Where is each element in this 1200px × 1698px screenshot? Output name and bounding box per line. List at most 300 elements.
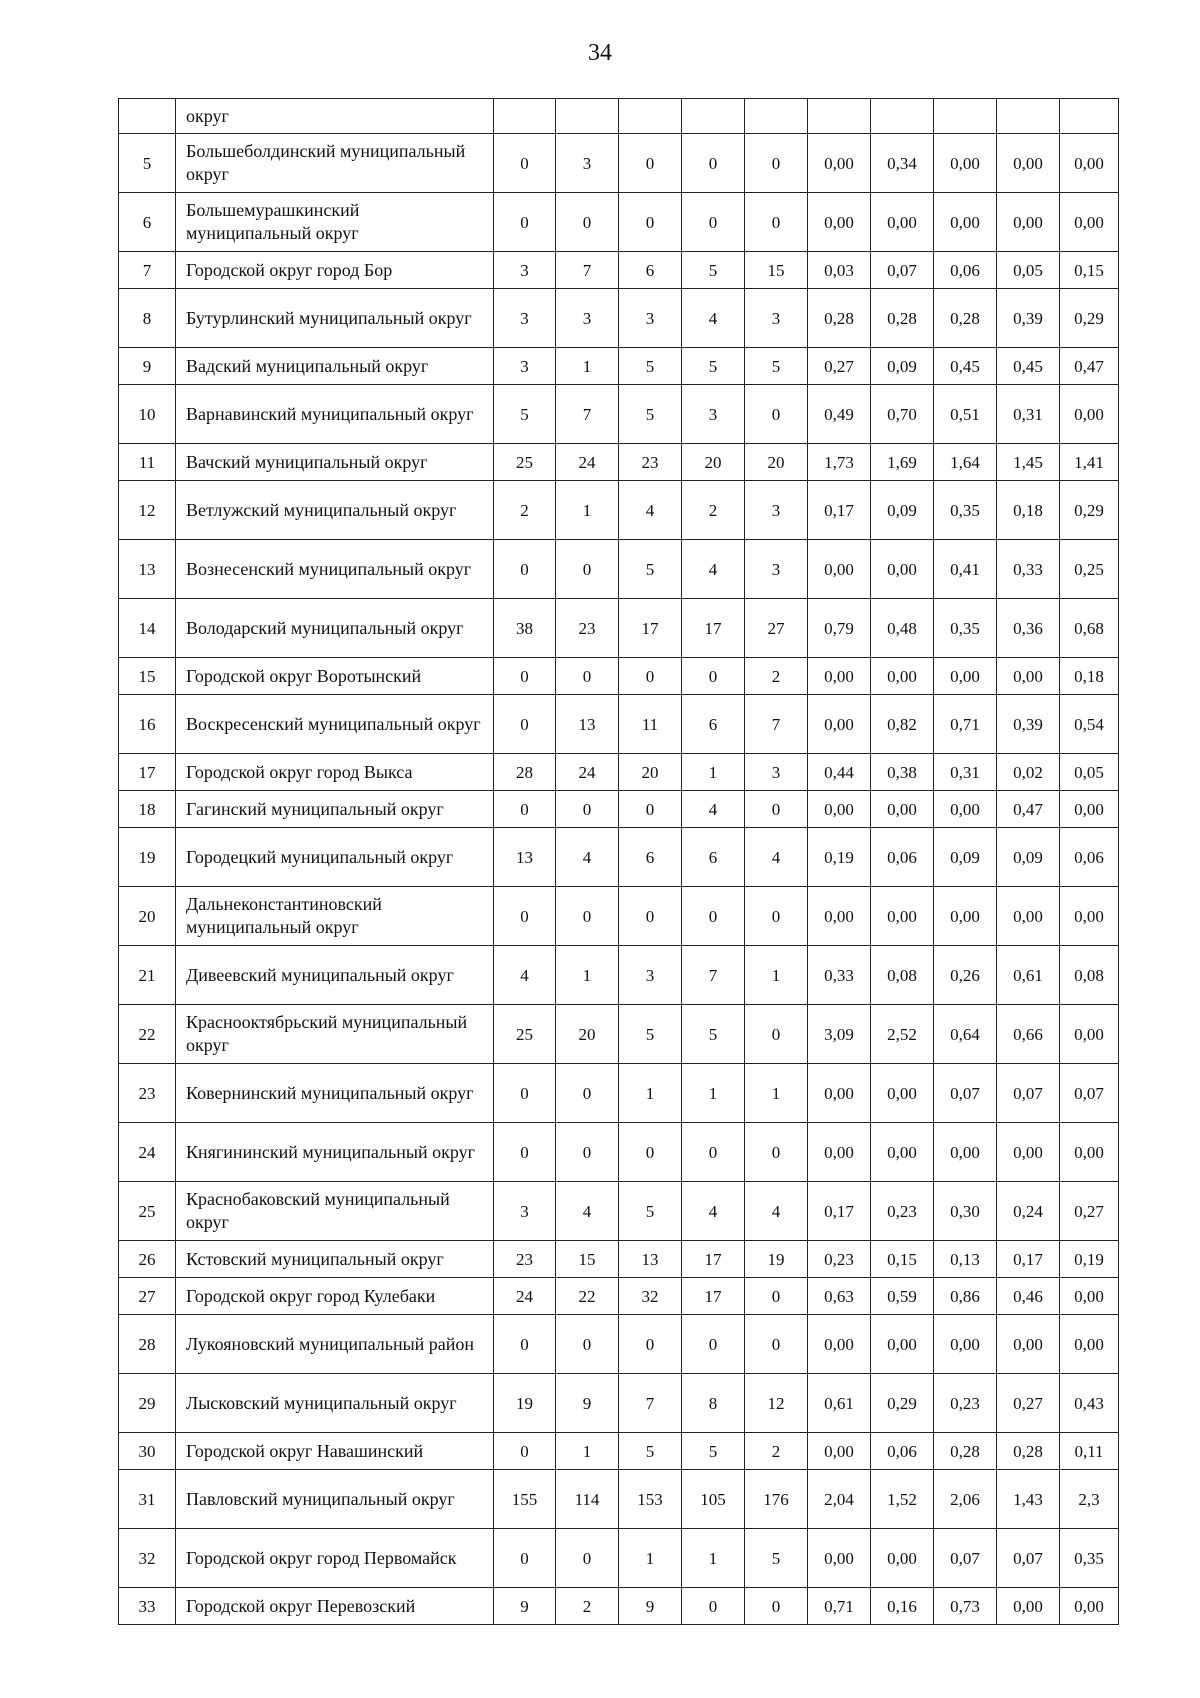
value-cell: 0,61 [997, 946, 1060, 1005]
value-cell: 20 [619, 754, 682, 791]
value-cell: 5 [682, 1433, 745, 1470]
row-name-cell: Гагинский муниципальный округ [176, 791, 494, 828]
row-number-cell: 15 [119, 658, 176, 695]
value-cell: 5 [619, 1182, 682, 1241]
value-cell: 4 [682, 540, 745, 599]
value-cell: 3 [745, 481, 808, 540]
value-cell: 0,29 [1060, 481, 1119, 540]
value-cell: 2,3 [1060, 1470, 1119, 1529]
value-cell: 32 [619, 1278, 682, 1315]
table-row [119, 1470, 1119, 1529]
value-cell: 0,27 [997, 1374, 1060, 1433]
value-cell: 0,00 [997, 1588, 1060, 1625]
table-row [119, 1374, 1119, 1433]
value-cell: 7 [556, 252, 619, 289]
value-cell: 0,05 [997, 252, 1060, 289]
value-cell: 25 [494, 444, 556, 481]
value-cell: 0 [494, 1529, 556, 1588]
value-cell: 0,73 [934, 1588, 997, 1625]
value-cell: 19 [745, 1241, 808, 1278]
value-cell: 1 [619, 1064, 682, 1123]
row-name-cell: Городской округ город Кулебаки [176, 1278, 494, 1315]
value-cell: 1 [745, 946, 808, 1005]
row-name-cell: Городской округ город Первомайск [176, 1529, 494, 1588]
value-cell: 0,16 [871, 1588, 934, 1625]
value-cell: 0,00 [808, 134, 871, 193]
value-cell: 0,00 [808, 658, 871, 695]
value-cell: 5 [494, 385, 556, 444]
value-cell [997, 99, 1060, 134]
row-name-cell: Кстовский муниципальный округ [176, 1241, 494, 1278]
value-cell: 0 [619, 134, 682, 193]
value-cell: 9 [494, 1588, 556, 1625]
value-cell: 0 [619, 193, 682, 252]
row-name-cell: Краснобаковский муниципальный округ [176, 1182, 494, 1241]
value-cell: 0 [494, 1064, 556, 1123]
value-cell: 0,00 [871, 887, 934, 946]
value-cell: 0,00 [997, 134, 1060, 193]
table-row [119, 754, 1119, 791]
value-cell: 3 [745, 540, 808, 599]
value-cell [494, 99, 556, 134]
table-row [119, 791, 1119, 828]
value-cell: 0,00 [934, 1123, 997, 1182]
table-row [119, 134, 1119, 193]
row-number-cell: 28 [119, 1315, 176, 1374]
value-cell: 0,79 [808, 599, 871, 658]
row-number-cell: 31 [119, 1470, 176, 1529]
value-cell: 0,00 [871, 791, 934, 828]
value-cell: 0 [745, 1278, 808, 1315]
value-cell: 0 [619, 1123, 682, 1182]
value-cell: 0,68 [1060, 599, 1119, 658]
row-name-cell: Варнавинский муниципальный округ [176, 385, 494, 444]
row-number-cell: 16 [119, 695, 176, 754]
value-cell: 1,43 [997, 1470, 1060, 1529]
row-name-cell: Городской округ Перевозский [176, 1588, 494, 1625]
value-cell: 0,00 [808, 1315, 871, 1374]
row-name-cell: Большемурашкинский муниципальный округ [176, 193, 494, 252]
value-cell: 6 [682, 828, 745, 887]
row-number-cell: 22 [119, 1005, 176, 1064]
value-cell: 0 [745, 791, 808, 828]
row-number-cell: 11 [119, 444, 176, 481]
value-cell: 0,23 [871, 1182, 934, 1241]
value-cell: 3 [494, 289, 556, 348]
value-cell: 0,27 [1060, 1182, 1119, 1241]
value-cell: 0,00 [997, 193, 1060, 252]
row-name-cell: Бутурлинский муниципальный округ [176, 289, 494, 348]
value-cell: 0,00 [1060, 134, 1119, 193]
value-cell [871, 99, 934, 134]
row-name-cell: Володарский муниципальный округ [176, 599, 494, 658]
value-cell: 3 [494, 1182, 556, 1241]
row-name-cell: Вачский муниципальный округ [176, 444, 494, 481]
value-cell: 0,24 [997, 1182, 1060, 1241]
value-cell: 0,29 [1060, 289, 1119, 348]
value-cell: 4 [556, 828, 619, 887]
table-row [119, 444, 1119, 481]
value-cell: 17 [682, 1241, 745, 1278]
row-name-cell: Большеболдинский муниципальный округ [176, 134, 494, 193]
value-cell: 0,43 [1060, 1374, 1119, 1433]
value-cell: 2 [556, 1588, 619, 1625]
value-cell: 3 [745, 754, 808, 791]
value-cell: 0,00 [871, 1123, 934, 1182]
value-cell: 0 [619, 887, 682, 946]
value-cell [682, 99, 745, 134]
value-cell: 0,13 [934, 1241, 997, 1278]
table-row [119, 695, 1119, 754]
value-cell: 5 [682, 348, 745, 385]
value-cell: 0,00 [808, 1123, 871, 1182]
value-cell: 2,06 [934, 1470, 997, 1529]
value-cell: 38 [494, 599, 556, 658]
value-cell: 0 [556, 1064, 619, 1123]
value-cell: 0,09 [871, 348, 934, 385]
value-cell: 0 [556, 1529, 619, 1588]
value-cell: 0,28 [997, 1433, 1060, 1470]
value-cell: 0,47 [1060, 348, 1119, 385]
value-cell: 0 [494, 540, 556, 599]
value-cell: 0,00 [934, 134, 997, 193]
value-cell: 22 [556, 1278, 619, 1315]
value-cell: 0,00 [997, 1123, 1060, 1182]
value-cell: 3 [682, 385, 745, 444]
value-cell: 6 [682, 695, 745, 754]
value-cell: 0 [682, 887, 745, 946]
value-cell: 7 [556, 385, 619, 444]
value-cell: 1 [682, 1064, 745, 1123]
table-row [119, 946, 1119, 1005]
value-cell: 28 [494, 754, 556, 791]
row-name-cell: Ветлужский муниципальный округ [176, 481, 494, 540]
table-row [119, 887, 1119, 946]
value-cell: 0,45 [997, 348, 1060, 385]
value-cell: 20 [556, 1005, 619, 1064]
row-number-cell: 24 [119, 1123, 176, 1182]
value-cell: 0,19 [808, 828, 871, 887]
value-cell: 0 [745, 1123, 808, 1182]
value-cell: 0,00 [808, 887, 871, 946]
value-cell: 0 [682, 1588, 745, 1625]
value-cell: 1,41 [1060, 444, 1119, 481]
value-cell: 5 [619, 1433, 682, 1470]
value-cell: 0,31 [997, 385, 1060, 444]
value-cell: 0 [494, 134, 556, 193]
value-cell: 0,64 [934, 1005, 997, 1064]
row-name-cell: Павловский муниципальный округ [176, 1470, 494, 1529]
table-row [119, 481, 1119, 540]
value-cell: 0,00 [934, 658, 997, 695]
value-cell: 2,52 [871, 1005, 934, 1064]
value-cell: 1,73 [808, 444, 871, 481]
value-cell: 0,41 [934, 540, 997, 599]
value-cell: 0,35 [1060, 1529, 1119, 1588]
row-number-cell: 7 [119, 252, 176, 289]
row-name-cell: Вознесенский муниципальный округ [176, 540, 494, 599]
value-cell: 3 [556, 134, 619, 193]
row-number-cell: 20 [119, 887, 176, 946]
value-cell: 0,08 [1060, 946, 1119, 1005]
value-cell: 0,71 [808, 1588, 871, 1625]
value-cell: 0 [682, 1123, 745, 1182]
value-cell: 7 [619, 1374, 682, 1433]
value-cell: 0,18 [997, 481, 1060, 540]
value-cell: 4 [682, 1182, 745, 1241]
row-number-cell: 33 [119, 1588, 176, 1625]
value-cell: 5 [745, 348, 808, 385]
value-cell: 0,11 [1060, 1433, 1119, 1470]
value-cell: 0 [494, 193, 556, 252]
value-cell: 4 [745, 828, 808, 887]
value-cell: 20 [682, 444, 745, 481]
value-cell: 0,00 [871, 658, 934, 695]
table-row [119, 1315, 1119, 1374]
row-number-cell: 14 [119, 599, 176, 658]
table-row-continuation [119, 99, 1119, 134]
row-name-cell: Городской округ Навашинский [176, 1433, 494, 1470]
value-cell: 0,28 [934, 289, 997, 348]
row-number-cell: 8 [119, 289, 176, 348]
value-cell: 0,07 [997, 1064, 1060, 1123]
value-cell: 20 [745, 444, 808, 481]
value-cell: 0,00 [871, 540, 934, 599]
value-cell: 9 [619, 1588, 682, 1625]
value-cell: 0,00 [1060, 1123, 1119, 1182]
value-cell: 0 [682, 134, 745, 193]
value-cell: 6 [619, 252, 682, 289]
value-cell: 0 [745, 1005, 808, 1064]
value-cell: 23 [619, 444, 682, 481]
value-cell: 0,47 [997, 791, 1060, 828]
value-cell: 0,00 [808, 1064, 871, 1123]
value-cell: 4 [682, 791, 745, 828]
value-cell: 24 [494, 1278, 556, 1315]
value-cell: 0,00 [1060, 193, 1119, 252]
value-cell: 0,18 [1060, 658, 1119, 695]
value-cell: 7 [745, 695, 808, 754]
value-cell: 23 [494, 1241, 556, 1278]
row-number-cell: 17 [119, 754, 176, 791]
value-cell: 0,61 [808, 1374, 871, 1433]
value-cell: 5 [619, 348, 682, 385]
value-cell: 0,09 [871, 481, 934, 540]
value-cell: 0,00 [934, 887, 997, 946]
value-cell: 24 [556, 444, 619, 481]
value-cell: 2 [745, 1433, 808, 1470]
value-cell: 3 [619, 289, 682, 348]
value-cell: 0,07 [934, 1064, 997, 1123]
value-cell: 0,51 [934, 385, 997, 444]
value-cell: 15 [556, 1241, 619, 1278]
value-cell: 0,23 [808, 1241, 871, 1278]
page-number: 34 [588, 40, 612, 66]
value-cell: 0,54 [1060, 695, 1119, 754]
row-name-cell: Княгининский муниципальный округ [176, 1123, 494, 1182]
value-cell: 0,45 [934, 348, 997, 385]
value-cell: 5 [619, 540, 682, 599]
value-cell: 0,00 [808, 540, 871, 599]
value-cell: 0,66 [997, 1005, 1060, 1064]
value-cell: 0,02 [997, 754, 1060, 791]
value-cell: 17 [682, 1278, 745, 1315]
value-cell: 0,09 [997, 828, 1060, 887]
value-cell: 0,00 [934, 791, 997, 828]
value-cell: 0,19 [1060, 1241, 1119, 1278]
value-cell: 0,71 [934, 695, 997, 754]
value-cell: 0,70 [871, 385, 934, 444]
value-cell: 0 [556, 1315, 619, 1374]
value-cell: 0 [619, 1315, 682, 1374]
table-row [119, 385, 1119, 444]
value-cell: 0,08 [871, 946, 934, 1005]
table-row [119, 193, 1119, 252]
value-cell: 0,30 [934, 1182, 997, 1241]
value-cell: 0,00 [871, 193, 934, 252]
value-cell: 0,46 [997, 1278, 1060, 1315]
value-cell: 2,04 [808, 1470, 871, 1529]
value-cell: 0,00 [1060, 385, 1119, 444]
value-cell: 0,27 [808, 348, 871, 385]
value-cell: 5 [619, 385, 682, 444]
value-cell: 3 [619, 946, 682, 1005]
value-cell: 0,35 [934, 599, 997, 658]
value-cell: 13 [619, 1241, 682, 1278]
value-cell: 0,00 [1060, 887, 1119, 946]
value-cell: 5 [745, 1529, 808, 1588]
value-cell: 0,29 [871, 1374, 934, 1433]
value-cell: 7 [682, 946, 745, 1005]
value-cell: 0,00 [808, 1433, 871, 1470]
value-cell: 1 [682, 1529, 745, 1588]
row-number-cell: 19 [119, 828, 176, 887]
value-cell: 176 [745, 1470, 808, 1529]
table-row [119, 658, 1119, 695]
row-name-cell: Городской округ Воротынский [176, 658, 494, 695]
value-cell: 0,05 [1060, 754, 1119, 791]
value-cell: 0,34 [871, 134, 934, 193]
value-cell: 0,17 [808, 1182, 871, 1241]
value-cell: 0,15 [1060, 252, 1119, 289]
value-cell: 0,00 [997, 1315, 1060, 1374]
value-cell: 0,07 [934, 1529, 997, 1588]
value-cell: 0 [745, 385, 808, 444]
value-cell: 0,28 [808, 289, 871, 348]
value-cell: 15 [745, 252, 808, 289]
value-cell: 0 [556, 1123, 619, 1182]
value-cell: 1 [556, 946, 619, 1005]
value-cell: 6 [619, 828, 682, 887]
value-cell: 0 [556, 540, 619, 599]
row-number-cell: 32 [119, 1529, 176, 1588]
value-cell: 0 [494, 1315, 556, 1374]
value-cell: 0,00 [997, 658, 1060, 695]
value-cell: 0,06 [871, 828, 934, 887]
value-cell: 4 [494, 946, 556, 1005]
row-name-cell: Городецкий муниципальный округ [176, 828, 494, 887]
row-number-cell: 18 [119, 791, 176, 828]
row-name-cell: Вадский муниципальный округ [176, 348, 494, 385]
table-row [119, 348, 1119, 385]
value-cell: 0,82 [871, 695, 934, 754]
value-cell: 0 [619, 658, 682, 695]
value-cell [1060, 99, 1119, 134]
value-cell: 0,28 [934, 1433, 997, 1470]
value-cell: 0,00 [871, 1064, 934, 1123]
value-cell: 27 [745, 599, 808, 658]
value-cell: 0 [494, 1123, 556, 1182]
row-name-cell: округ [176, 99, 494, 134]
row-number-cell: 12 [119, 481, 176, 540]
value-cell: 4 [556, 1182, 619, 1241]
statistics-table [118, 98, 1119, 1625]
table-row [119, 1123, 1119, 1182]
value-cell: 0 [494, 1433, 556, 1470]
table-row [119, 828, 1119, 887]
value-cell: 105 [682, 1470, 745, 1529]
value-cell: 0,36 [997, 599, 1060, 658]
value-cell: 0 [619, 791, 682, 828]
value-cell: 17 [619, 599, 682, 658]
value-cell: 0 [494, 791, 556, 828]
value-cell: 0,23 [934, 1374, 997, 1433]
value-cell: 1,45 [997, 444, 1060, 481]
row-name-cell: Городской округ город Бор [176, 252, 494, 289]
value-cell: 0,39 [997, 695, 1060, 754]
value-cell: 4 [619, 481, 682, 540]
table-row [119, 289, 1119, 348]
value-cell: 0,86 [934, 1278, 997, 1315]
value-cell: 0,03 [808, 252, 871, 289]
value-cell: 0,17 [997, 1241, 1060, 1278]
value-cell: 1 [556, 1433, 619, 1470]
value-cell: 0 [745, 887, 808, 946]
value-cell: 1 [556, 481, 619, 540]
value-cell: 9 [556, 1374, 619, 1433]
row-number-cell: 27 [119, 1278, 176, 1315]
value-cell: 0,35 [934, 481, 997, 540]
value-cell: 0,00 [871, 1315, 934, 1374]
value-cell: 17 [682, 599, 745, 658]
value-cell: 3 [745, 289, 808, 348]
row-name-cell: Ковернинский муниципальный округ [176, 1064, 494, 1123]
row-number-cell: 10 [119, 385, 176, 444]
value-cell: 153 [619, 1470, 682, 1529]
row-name-cell: Воскресенский муниципальный округ [176, 695, 494, 754]
value-cell: 0,00 [808, 1529, 871, 1588]
value-cell: 0,59 [871, 1278, 934, 1315]
value-cell: 1 [745, 1064, 808, 1123]
value-cell: 0,33 [997, 540, 1060, 599]
row-number-cell [119, 99, 176, 134]
row-name-cell: Дальнеконстантиновский муниципальный округ [176, 887, 494, 946]
table-row [119, 1433, 1119, 1470]
value-cell: 0,07 [1060, 1064, 1119, 1123]
value-cell: 0,15 [871, 1241, 934, 1278]
value-cell: 0 [494, 695, 556, 754]
value-cell: 0,44 [808, 754, 871, 791]
row-number-cell: 6 [119, 193, 176, 252]
value-cell: 0 [556, 658, 619, 695]
value-cell: 0,48 [871, 599, 934, 658]
value-cell: 1 [556, 348, 619, 385]
table-row [119, 252, 1119, 289]
value-cell: 0 [494, 658, 556, 695]
value-cell: 1 [619, 1529, 682, 1588]
value-cell: 25 [494, 1005, 556, 1064]
value-cell: 0 [682, 1315, 745, 1374]
